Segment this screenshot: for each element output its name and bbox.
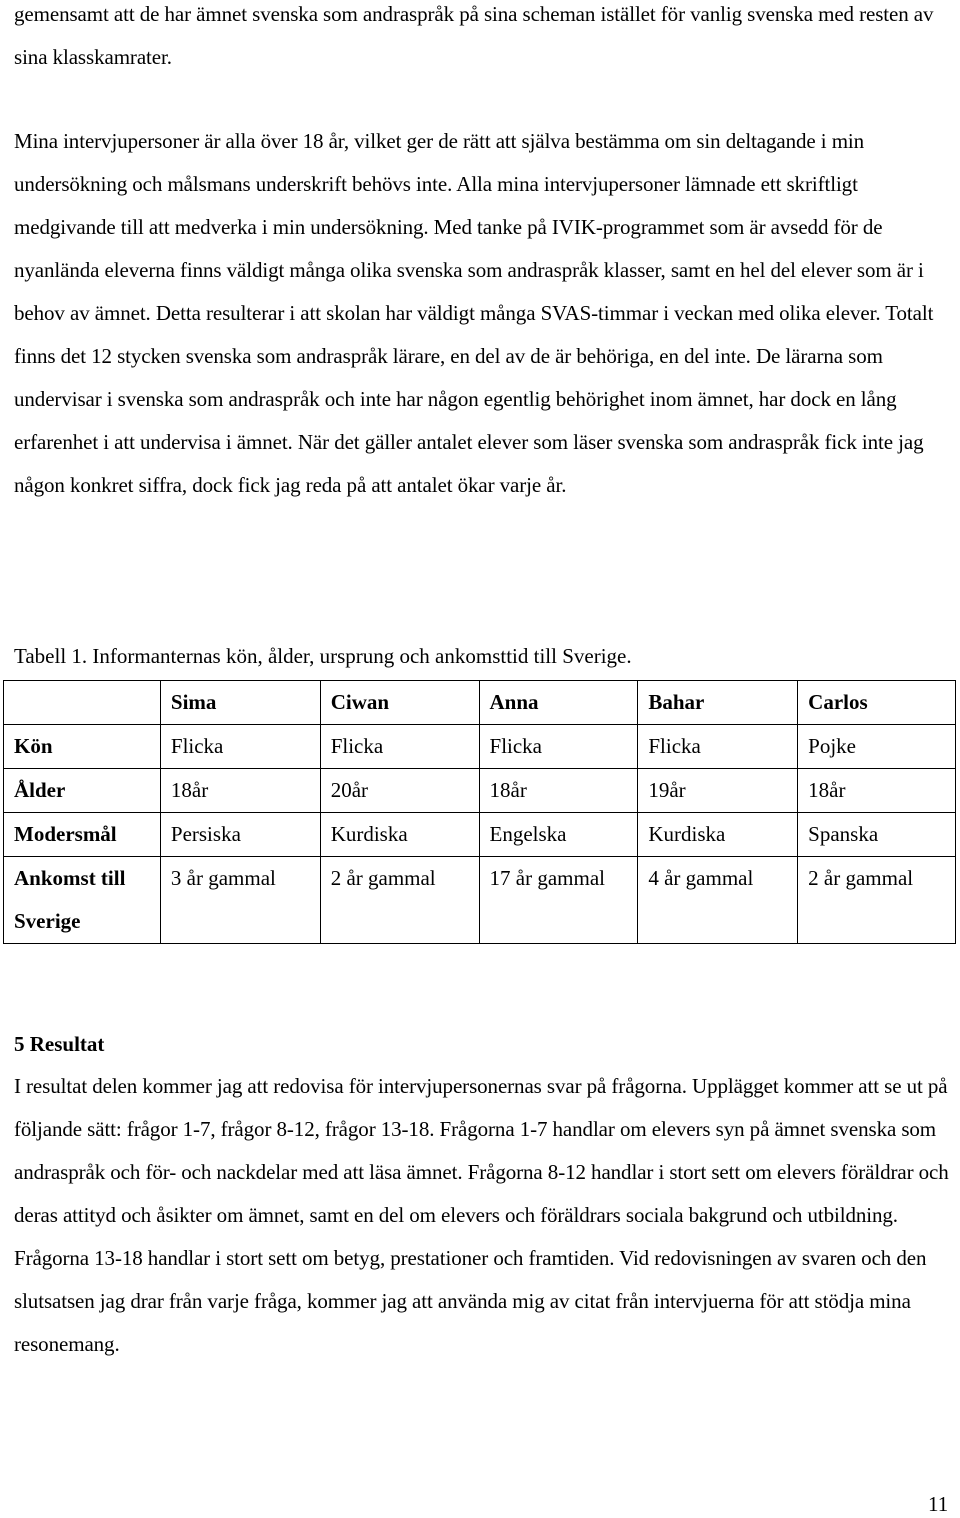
row-label: Kön	[4, 725, 161, 769]
table-header-cell: Anna	[479, 681, 638, 725]
table-header-row	[4, 681, 956, 725]
table-cell: 3 år gammal	[160, 857, 320, 944]
table-cell: 4 år gammal	[638, 857, 798, 944]
row-label: Modersmål	[4, 813, 161, 857]
table-cell: Spanska	[798, 813, 956, 857]
table-cell: Flicka	[320, 725, 479, 769]
table-row	[4, 769, 956, 813]
table-cell: Pojke	[798, 725, 956, 769]
section-heading: 5 Resultat	[14, 1032, 105, 1056]
row-label: Ankomst till Sverige	[4, 857, 161, 944]
table-row	[4, 725, 956, 769]
table-cell: Engelska	[479, 813, 638, 857]
table-cell: Flicka	[160, 725, 320, 769]
table-header-cell: Ciwan	[320, 681, 479, 725]
table-cell: 18år	[798, 769, 956, 813]
table-cell: 17 år gammal	[479, 857, 638, 944]
row-label: Ålder	[4, 769, 161, 813]
table-cell: 2 år gammal	[320, 857, 479, 944]
table-cell: Persiska	[160, 813, 320, 857]
table-cell: Flicka	[638, 725, 798, 769]
table-cell: 20år	[320, 769, 479, 813]
table-cell: Flicka	[479, 725, 638, 769]
paragraph-participants: Mina intervjupersoner är alla över 18 år, vilket ger de rätt att själva bestämma om sin deltagande i min undersökning och målsmans underskrift behövs inte. Alla mina intervjupersoner lämnade ett skriftligt medgivande till att medverka i min undersökning. Med tanke på IVIK-programmet som är avsedd för de nyanlända eleverna finns väldigt många olika svenska som andraspråk klasser, samt en hel del elever som är i behov av ämnet. Detta resulterar i att skolan har väldigt många SVAS-timmar i veckan med olika elever. Totalt finns det 12 stycken svenska som andraspråk lärare, en del av de är behöriga, en del inte. De lärarna som undervisar i svenska som andraspråk och inte har någon egentlig behörighet inom ämnet, har dock en lång erfarenhet i att undervisa i ämnet. När det gäller antalet elever som läser svenska som andraspråk fick inte jag någon konkret siffra, dock fick jag reda på att antalet ökar varje år.	[14, 129, 934, 497]
table-cell: 19år	[638, 769, 798, 813]
table-header-cell: Sima	[160, 681, 320, 725]
table-cell: 2 år gammal	[798, 857, 956, 944]
table-row	[4, 857, 956, 944]
page-number: 11	[928, 1492, 949, 1516]
table-cell: 18år	[160, 769, 320, 813]
table-header-cell: Carlos	[798, 681, 956, 725]
table-cell: 18år	[479, 769, 638, 813]
table-cell: Kurdiska	[638, 813, 798, 857]
paragraph-intro: gemensamt att de har ämnet svenska som andraspråk på sina scheman istället för vanlig svenska med resten av sina klasskamrater.	[14, 2, 934, 69]
paragraph-results: I resultat delen kommer jag att redovisa för intervjupersonernas svar på frågorna. Upplägget kommer att se ut på följande sätt: frågor 1-7, frågor 8-12, frågor 13-18. Frågorna 1-7 handlar om elevers syn på ämnet svenska som andraspråk och för- och nackdelar med att läsa ämnet. Frågorna 8-12 handlar i stort sett om elevers föräldrar och deras attityd och åsikter om ämnet, samt en del om elevers och föräldrars sociala bakgrund och utbildning. Frågorna 13-18 handlar i stort sett om betyg, prestationer och framtiden. Vid redovisningen av svaren och den slutsatsen jag drar från varje fråga, kommer jag att använda mig av citat från intervjuerna för att stödja mina resonemang.	[14, 1074, 949, 1356]
table-caption: Tabell 1. Informanternas kön, ålder, ursprung och ankomsttid till Sverige.	[14, 644, 632, 668]
table-row	[4, 813, 956, 857]
table-cell: Kurdiska	[320, 813, 479, 857]
table-header-cell: Bahar	[638, 681, 798, 725]
table-header-cell	[4, 681, 161, 725]
informants-table	[3, 680, 956, 944]
